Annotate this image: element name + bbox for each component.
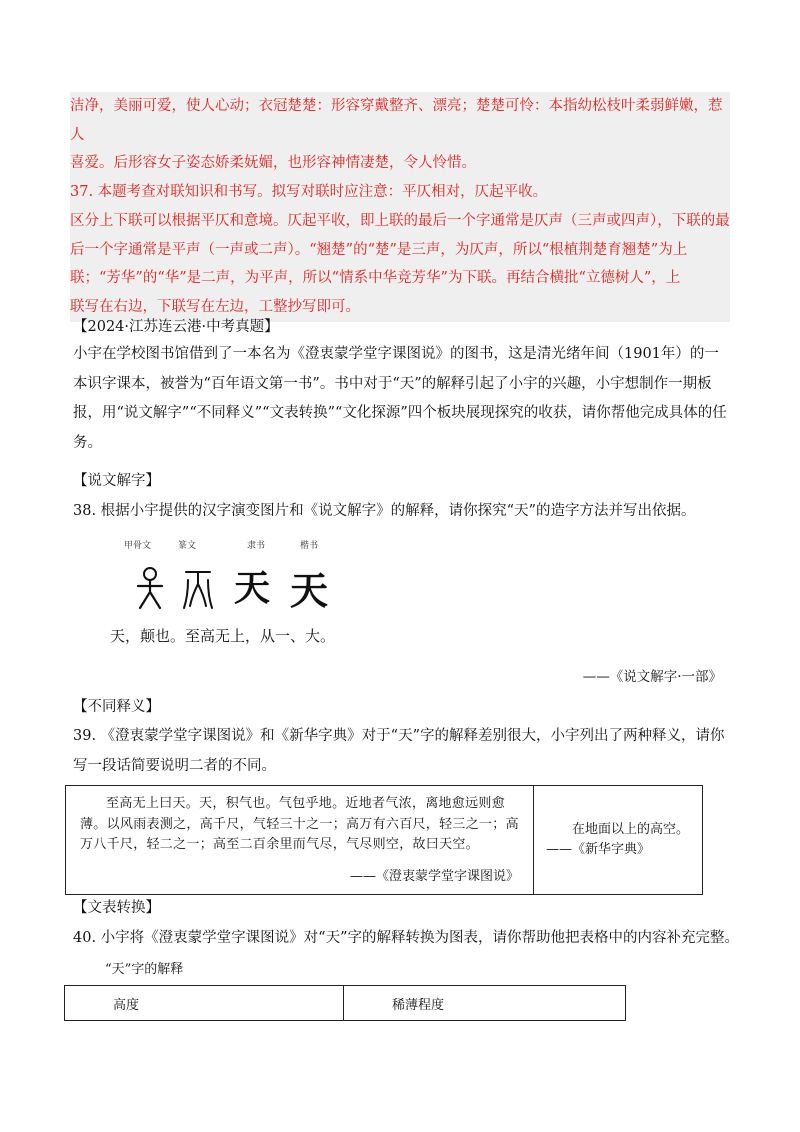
definition-source-chengzhong: ——《澄衷蒙学堂字课图说》 [349,869,519,884]
section-heading-convert: 【文表转换】 [73,900,160,916]
intro-paragraph: 小宇在学校图书馆借到了一本名为《澄衷蒙学堂字课图说》的图书，这是清光绪年间（1901年）的一本识字课本，被誉为“百年语文第一书”。书中对于“天”的解释引起了小宇的兴趣，小宇想制作一期板报，用“说文解字”“不同释义”“文表转换”“文化探源”四个板块展现探究的收获，请你帮他完成具体的任务。 [73,346,727,451]
answer-line: 喜爱。后形容女子姿态娇柔妩媚，也形容神情凄楚，令人怜惜。 [70,155,476,172]
definition-cell-chengzhong [66,786,534,894]
question-38: 38. 根据小宇提供的汉字演变图片和《说文解字》的解释，请你探究“天”的造字方法并写出依据。 [73,503,696,519]
evolution-label-regular: 楷书 [300,541,319,551]
evolution-label-seal: 篆文 [178,541,197,551]
question-40: 40. 小宇将《澄衷蒙学堂字课图说》对“天”字的解释转换为图表，请你帮助他把表格中的内容补充完整。 [73,930,739,946]
conversion-table [64,985,626,1021]
seal-script-tian-glyph [180,566,216,610]
character-evolution-figure [120,538,360,618]
answer-line: 37. 本题考查对联知识和书写。拟写对联时应注意：平仄相对，仄起平收。 [70,184,548,201]
question-39: 39. 《澄衷蒙学堂字课图说》和《新华字典》对于“天”字的解释差别很大，小宇列出了两种释义，请你写一段话简要说明二者的不同。 [73,728,725,774]
regular-tian-glyph: 天 [290,568,329,613]
table-header-height: 高度 [65,986,344,1020]
definition-text-xinhua: 在地面以上的高空。——《新华字典》 [546,822,690,857]
definition-text-chengzhong: 至高无上曰天。天，积气也。气包乎地。近地者气浓，离地愈远则愈薄。以风雨表测之，高千尺，气轻三十之一；高万有六百尺，轻三之一；高万八千尺，轻二之一；高至二百余里而气尽，气尽则空，故曰天空。 [80,796,519,852]
section-heading-shuowen: 【说文解字】 [73,473,160,489]
table-title: “天”字的解释 [105,962,184,977]
oracle-bone-tian-glyph [132,566,168,610]
evolution-label-clerical: 隶书 [247,541,266,551]
clerical-tian-glyph: 天 [234,568,271,609]
answer-line: 洁净，美丽可爱，使人心动；衣冠楚楚：形容穿戴整齐、漂亮；楚楚可怜：本指幼松枝叶柔弱鲜嫩，惹人 [70,98,723,143]
answer-line: 联；“芳华”的“华”是二声，为平声，所以“情系中华竞芳华”为下联。再结合横批“立德树人”，上 [70,270,681,287]
section-heading-meanings: 【不同释义】 [73,699,160,715]
source-tag: 【2024·江苏连云港·中考真题】 [73,319,279,335]
answer-line: 联写在右边，下联写在左边，工整抄写即可。 [70,298,360,315]
shuowen-quote: 天，颠也。至高无上，从一、大。 [110,627,336,645]
shuowen-source: ——《说文解字·一部》 [582,669,722,685]
table-header-thinness: 稀薄程度 [392,997,445,1013]
answer-explanation-block [70,92,730,322]
answer-line: 区分上下联可以根据平仄和意境。仄起平收，即上联的最后一个字通常是仄声（三声或四声），下联的最 [70,212,730,229]
definitions-table [65,785,703,895]
evolution-label-oracle: 甲骨文 [124,541,152,551]
answer-line: 后一个字通常是平声（一声或二声）。“翘楚”的“楚”是三声，为仄声，所以“根植荆楚育翘楚”为上 [70,241,688,258]
definition-cell-xinhua [534,786,704,894]
